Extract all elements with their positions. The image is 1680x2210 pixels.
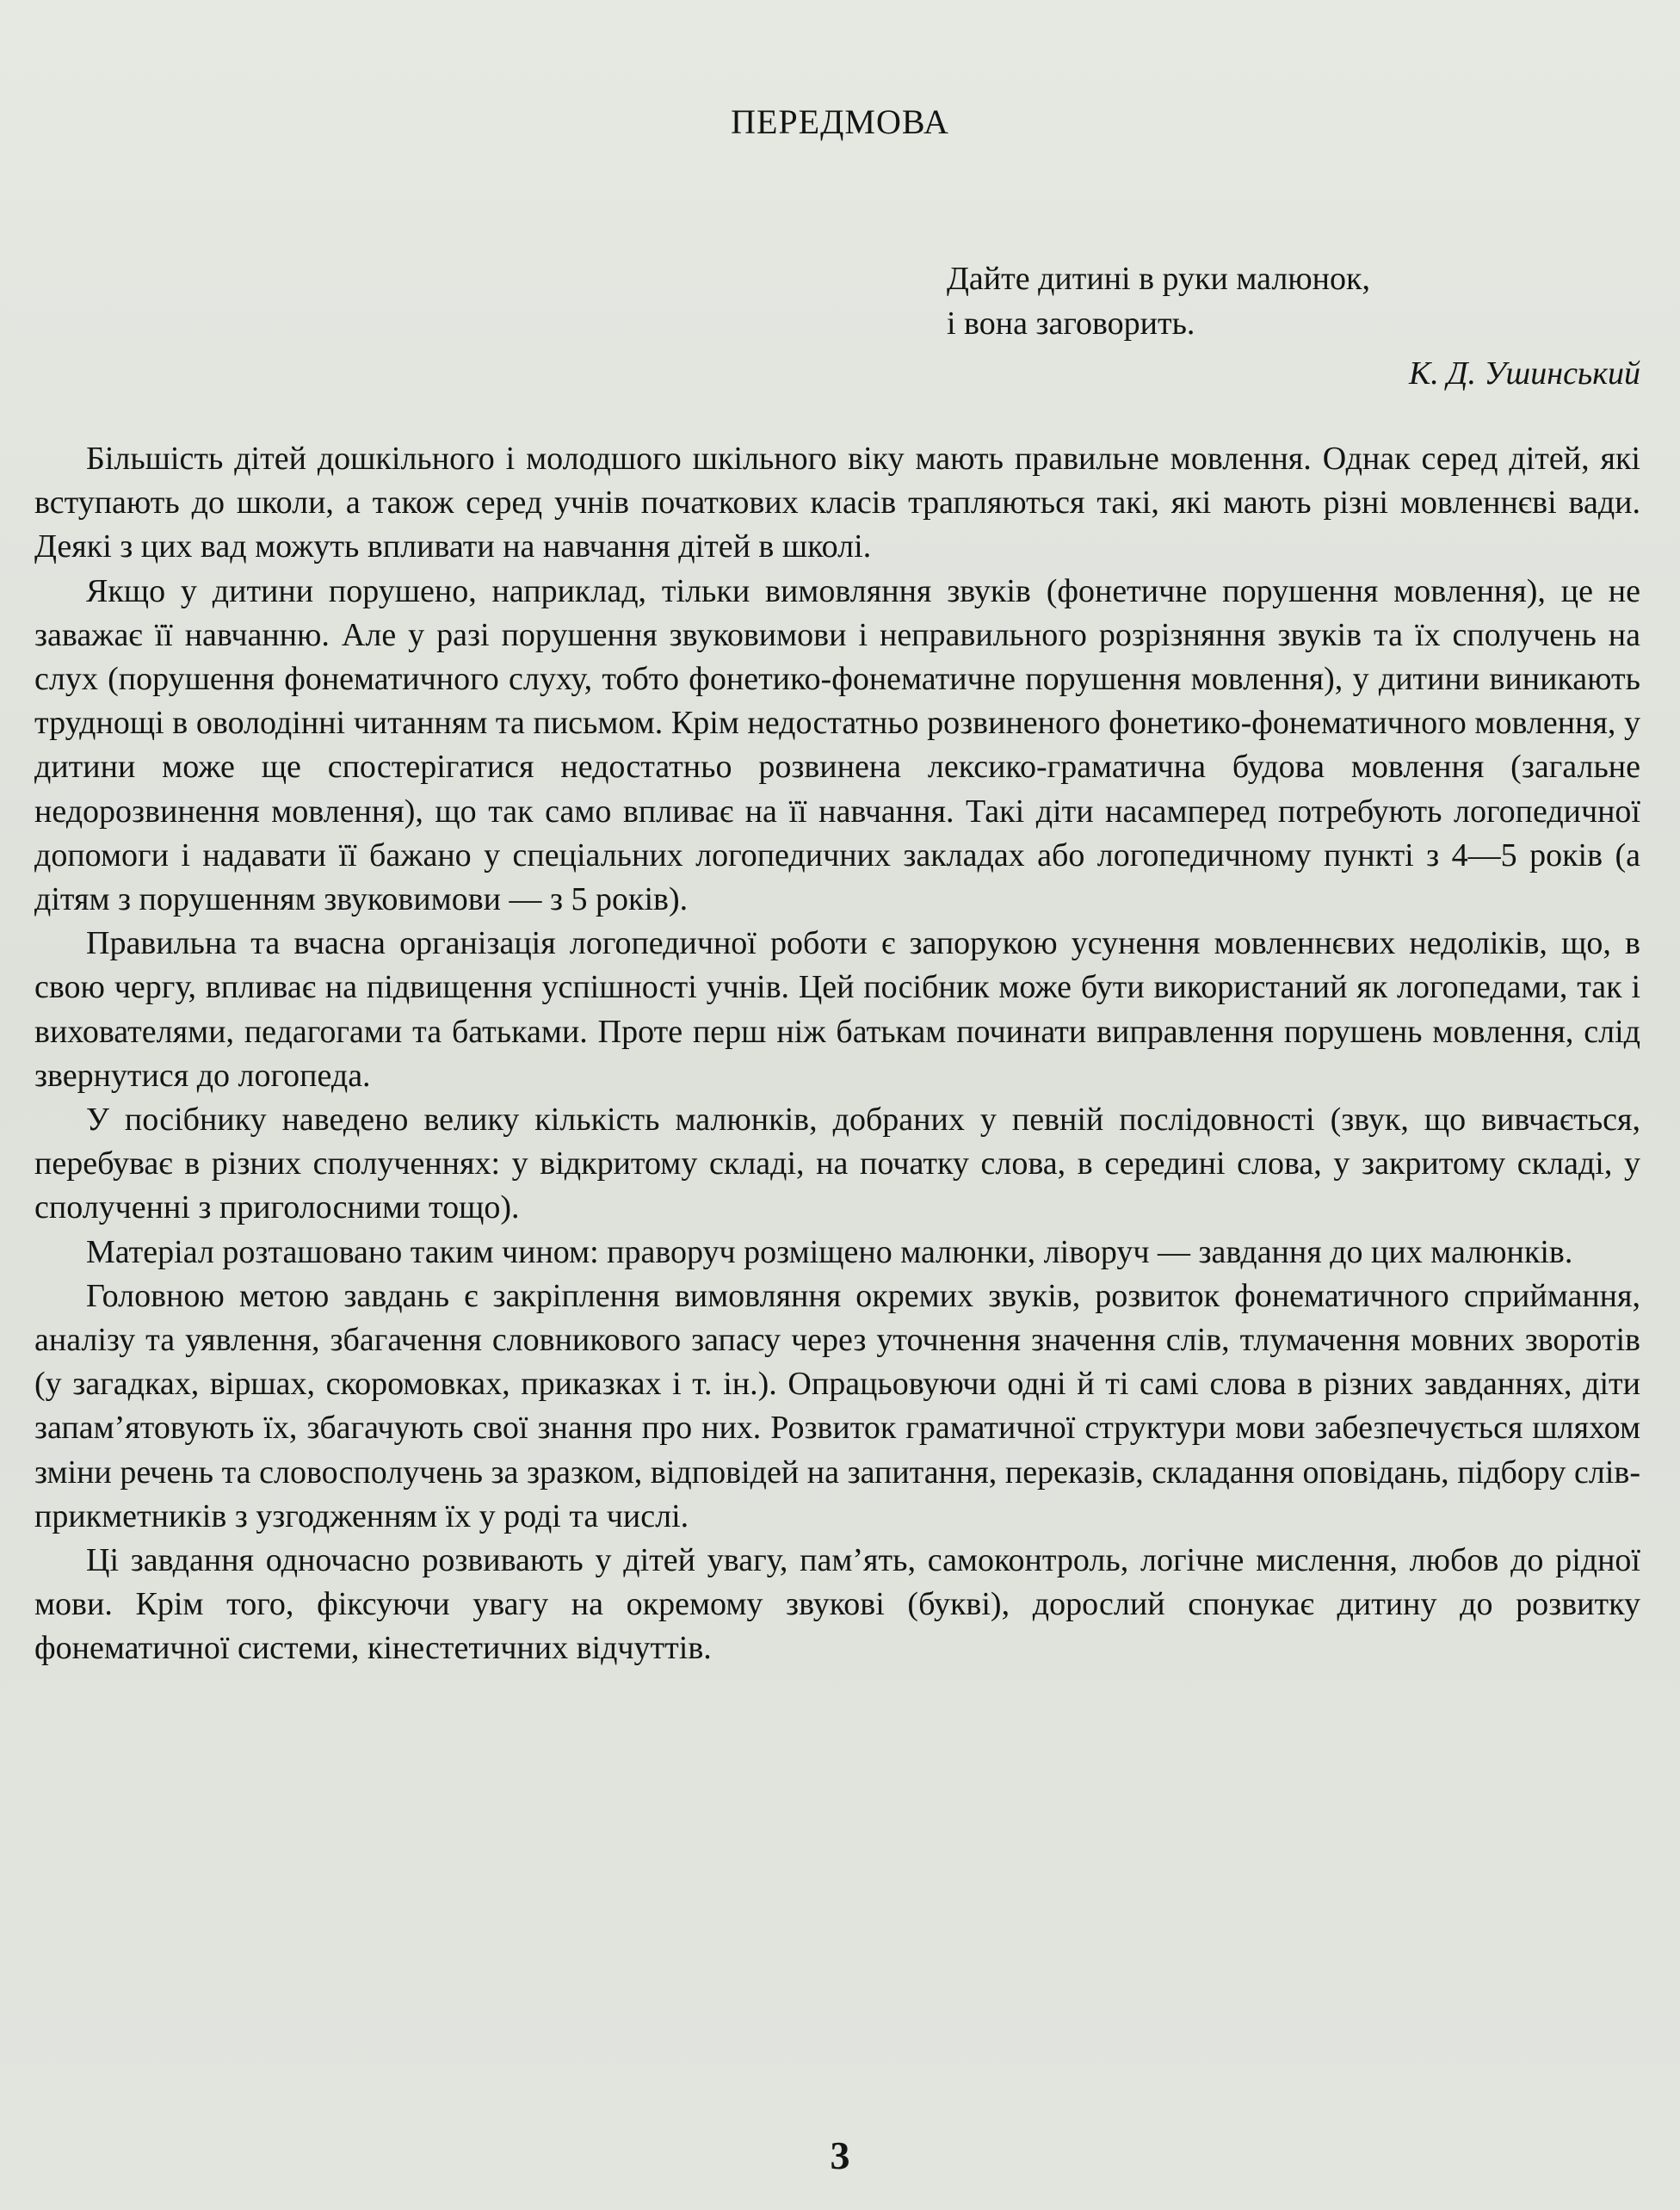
paragraph: Більшість дітей дошкільного і молодшого шкільного віку мають правильне мовлення. Однак серед дітей, які вступають до школи, а також серед учнів початкових класів трапляються такі, які мають різні мовленнєві вади. Деякі з цих вад можуть впливати на навчання дітей в школі. [34, 441, 1640, 565]
paragraph: Матеріал розташовано таким чином: праворуч розміщено малюнки, ліворуч — завдання до цих малюнків. [86, 1233, 1573, 1270]
paragraph: Правильна та вчасна організація логопедичної роботи є запорукою усунення мовленнєвих недоліків, що, в свою чергу, впливає на підвищення успішності учнів. Цей посібник може бути використаний як логопедами, так і вихователями, педагогами та батьками. Проте перш ніж батькам починати виправлення порушень мовлення, слід звернутися до логопеда. [34, 925, 1640, 1094]
epigraph [947, 256, 1635, 346]
paragraph: Якщо у дитини порушено, наприклад, тільки вимовляння звуків (фонетичне порушення мовлення), це не заважає її навчанню. Але у разі порушення звуковимови і неправильного розрізняння звуків та їх сполучень на слух (порушення фонематичного слуху, тобто фонетико-фонематичне порушення мовлення), у дитини виникають труднощі в оволодінні читанням та письмом. Крім недостатньо розвиненого фонетико-фонематичного мовлення, у дитини може ще спостерігатися недостатньо розвинена лексико-граматична будова мовлення (загальне недорозвинення мовлення), що так само впливає на її навчання. Такі діти насамперед потребують логопедичної допомоги і надавати її бажано у спеціальних логопедичних закладах або логопедичному пункті з 4—5 років (а дітям з порушенням звуковимови — з 5 років). [34, 572, 1640, 918]
paragraph: Головною метою завдань є закріплення вимовляння окремих звуків, розвиток фонематичного сприймання, аналізу та уявлення, збагачення словникового запасу через уточнення значення слів, тлумачення мовних зворотів (у загадках, віршах, скоромовках, приказках і т. ін.). Опрацьовуючи одні й ті самі слова в різних завданнях, діти запам’ятовують їх, збагачують свої знання про них. Розвиток граматичної структури мови забезпечується шляхом зміни речень та словосполучень за зразком, відповідей на запитання, переказів, складання оповідань, підбору слів-прикметників з узгодженням їх у роді та числі. [34, 1277, 1640, 1534]
paragraph: Ці завдання одночасно розвивають у дітей увагу, пам’ять, самоконтроль, логічне мислення, любов до рідної мови. Крім того, фіксуючи увагу на окремому звукові (букві), дорослий спонукає дитину до розвитку фонематичної системи, кінестетичних відчуттів. [34, 1542, 1640, 1667]
paragraph: У посібнику наведено велику кількість малюнків, добраних у певній послідовності (звук, що вивчається, перебуває в різних сполученнях: у відкритому складі, на початку слова, в середині слова, у закритому складі, у сполученні з приголосними тощо). [34, 1102, 1640, 1226]
page-number: 3 [830, 2133, 850, 2177]
epigraph-line: Дайте дитині в руки малюнок, [947, 261, 1370, 297]
epigraph-line: і вона заговорить. [947, 306, 1195, 342]
epigraph-author: К. Д. Ушинський [1409, 355, 1640, 392]
body-text [34, 437, 1640, 1671]
page-title: ПЕРЕДМОВА [731, 102, 949, 141]
